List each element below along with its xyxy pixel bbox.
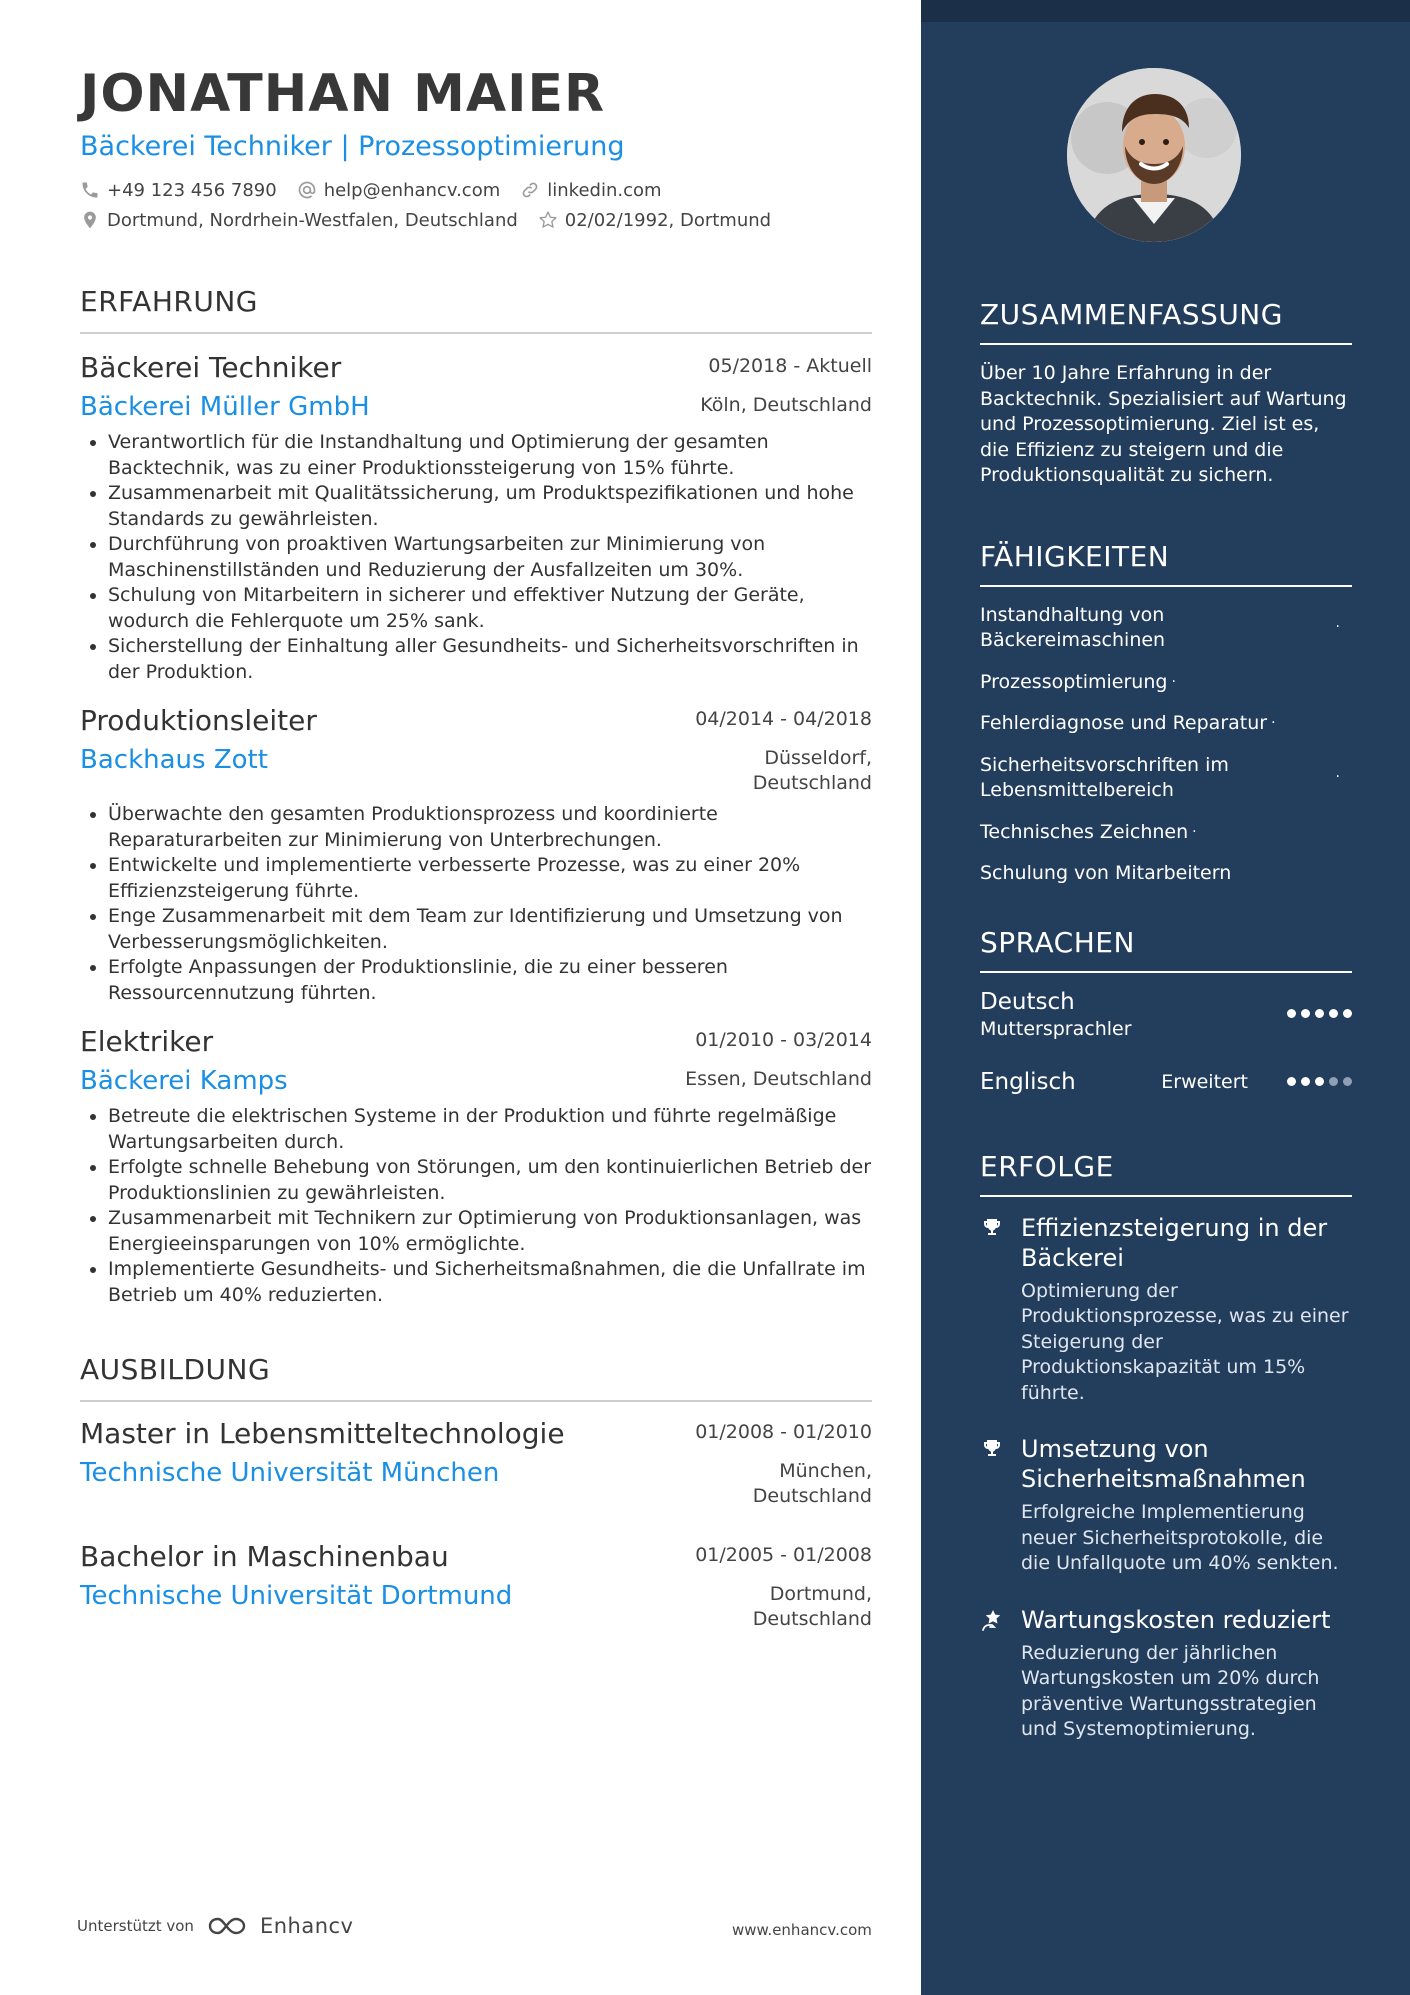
bullet: • Erfolgte Anpassungen der Produktionslinie, die zu einer besseren Ressourcennutzung führten.: [108, 955, 872, 1006]
powered-by-text: Unterstützt von: [77, 1917, 194, 1935]
skill-separator: ·: [1192, 823, 1197, 840]
job-location: Essen, Deutschland: [685, 1068, 872, 1090]
linkedin-text[interactable]: linkedin.com: [547, 179, 662, 201]
footer-branding: [77, 1914, 353, 1938]
job-date: 05/2018 - Aktuell: [708, 355, 872, 377]
skill-label: Technisches Zeichnen: [980, 820, 1189, 843]
degree-title: Bachelor in Maschinenbau: [80, 1540, 449, 1573]
location-pin-icon: [80, 210, 100, 230]
candidate-name: JONATHAN MAIER: [80, 64, 606, 124]
job-bullets: [80, 1104, 872, 1308]
languages-title: SPRACHEN: [980, 925, 1352, 973]
achievement-item: [980, 1213, 1352, 1407]
contact-linkedin[interactable]: [520, 180, 661, 201]
school-name: Technische Universität München: [80, 1458, 500, 1488]
language-name: Englisch: [980, 1068, 1076, 1095]
company-name: Backhaus Zott: [80, 745, 268, 775]
experience-entry: [80, 350, 872, 685]
job-title: Produktionsleiter: [80, 704, 317, 737]
bullet: • Enge Zusammenarbeit mit dem Team zur Identifizierung und Umsetzung von Verbesserungsmöglichkeiten.: [108, 904, 872, 955]
rating-dot-filled: [1315, 1077, 1324, 1086]
skills-list: [980, 603, 1352, 887]
skill-separator: ·: [1271, 715, 1276, 731]
school-location: [753, 1459, 872, 1509]
school-location-line: München,: [779, 1460, 872, 1482]
summary-section: [980, 297, 1352, 489]
company-name: Bäckerei Müller GmbH: [80, 392, 370, 422]
summary-text: Über 10 Jahre Erfahrung in der Backtechnik. Spezialisiert auf Wartung und Prozessoptimierung. Ziel ist es, die Effizienz zu steigern und die Produktionsqualität zu sichern.: [980, 362, 1347, 486]
bullet: • Entwickelte und implementierte verbesserte Prozesse, was zu einer 20% Effizienzsteigerung führte.: [108, 853, 872, 904]
achievements-section: [980, 1149, 1352, 1743]
job-location: Köln, Deutschland: [700, 394, 872, 416]
rating-dot-filled: [1301, 1077, 1310, 1086]
trophy-icon: [980, 1216, 1004, 1240]
skill-separator: ·: [1171, 673, 1176, 690]
achievement-title: Wartungskosten reduziert: [1021, 1605, 1331, 1634]
languages-section: [980, 925, 1352, 1097]
rating-dot-filled: [1301, 1009, 1310, 1018]
contact-row-2: [80, 208, 872, 232]
contact-row-1: [80, 178, 872, 202]
skill-label: Prozessoptimierung: [980, 670, 1168, 693]
brand-name: Enhancv: [259, 1914, 354, 1938]
skills-title: FÄHIGKEITEN: [980, 539, 1352, 587]
skill-item: [980, 861, 1352, 887]
job-title: Elektriker: [80, 1025, 214, 1058]
star-icon: [538, 210, 558, 230]
phone-icon: [80, 180, 100, 200]
enhancv-logo[interactable]: [206, 1914, 354, 1938]
skill-separator: ·: [1335, 619, 1340, 636]
rating-dot-empty: [1329, 1077, 1338, 1086]
achievement-title: Effizienzsteigerung in der Bäckerei: [1021, 1213, 1328, 1272]
job-location-line: Düsseldorf,: [764, 747, 872, 769]
contact-phone: [80, 180, 277, 201]
sidebar: [921, 0, 1410, 1995]
skill-item: [980, 670, 1352, 696]
email-text[interactable]: help@enhancv.com: [323, 179, 501, 201]
bullet: • Implementierte Gesundheits- und Sicherheitsmaßnahmen, die die Unfallrate im Betrieb um 40% reduzierten.: [108, 1257, 872, 1308]
company-name: Bäckerei Kamps: [80, 1066, 288, 1096]
language-rating: [1282, 1009, 1352, 1018]
headline: Bäckerei Techniker | Prozessoptimierung: [80, 131, 625, 162]
skill-label: Sicherheitsvorschriften im Lebensmittelbereich: [980, 753, 1229, 801]
bullet: • Betreute die elektrischen Systeme in der Produktion und führte regelmäßige Wartungsarbeiten durch.: [108, 1104, 872, 1155]
education-entry: [80, 1539, 872, 1632]
language-name: Deutsch: [980, 988, 1075, 1015]
school-location-line: Dortmund,: [769, 1583, 872, 1605]
infinity-logo-icon: [206, 1914, 252, 1938]
school-location-line: Deutschland: [752, 1608, 872, 1630]
experience-entry: [80, 1024, 872, 1308]
bullet: • Schulung von Mitarbeitern in sicherer und effektiver Nutzung der Geräte, wodurch die Fehlerquote um 25% sank.: [108, 583, 872, 634]
rating-dot-filled: [1287, 1077, 1296, 1086]
skill-separator: ·: [1335, 769, 1340, 786]
location-text: Dortmund, Nordrhein-Westfalen, Deutschland: [107, 209, 518, 231]
education-section: [80, 1352, 872, 1632]
at-icon: [297, 180, 317, 200]
achievement-title: Umsetzung von Sicherheitsmaßnahmen: [1021, 1435, 1306, 1493]
education-date: 01/2005 - 01/2008: [695, 1544, 872, 1566]
degree-title: Master in Lebensmitteltechnologie: [80, 1417, 565, 1450]
skill-label: Fehlerdiagnose und Reparatur: [980, 712, 1268, 734]
bullet: • Sicherstellung der Einhaltung aller Gesundheits- und Sicherheitsvorschriften in der Produktion.: [108, 634, 872, 685]
footer-url[interactable]: www.enhancv.com: [732, 1921, 872, 1939]
job-bullets: [80, 430, 872, 685]
job-title: Bäckerei Techniker: [80, 351, 342, 384]
skill-label: Instandhaltung von Bäckereimaschinen: [980, 603, 1166, 651]
rating-dot-filled: [1287, 1009, 1296, 1018]
school-location-line: Deutschland: [752, 1485, 872, 1507]
skill-item: [980, 603, 1340, 654]
phone-text: +49 123 456 7890: [107, 179, 277, 201]
bullet: • Erfolgte schnelle Behebung von Störungen, um den kontinuierlichen Betrieb der Produktionslinien zu gewährleisten.: [108, 1155, 872, 1206]
bullet: • Durchführung von proaktiven Wartungsarbeiten zur Minimierung von Maschinenstillständen und Reduzierung der Ausfallzeiten um 30%.: [108, 532, 872, 583]
avatar-illustration: [1067, 68, 1241, 242]
job-date: 01/2010 - 03/2014: [695, 1029, 872, 1051]
achievement-desc: Erfolgreiche Implementierung neuer Sicherheitsprotokolle, die die Unfallquote um 40% senkten.: [1021, 1501, 1339, 1574]
job-location-line: Deutschland: [752, 772, 872, 794]
bullet: • Überwachte den gesamten Produktionsprozess und koordinierte Reparaturarbeiten zur Minimierung von Unterbrechungen.: [108, 802, 872, 853]
achievements-title: ERFOLGE: [980, 1149, 1352, 1197]
skill-item: [980, 711, 1352, 737]
profile-photo: [1067, 68, 1241, 242]
rating-dot-empty: [1343, 1077, 1352, 1086]
education-date: 01/2008 - 01/2010: [695, 1421, 872, 1443]
achievement-desc: Optimierung der Produktionsprozesse, was zu einer Steigerung der Produktionskapazität um 15% führte.: [1021, 1279, 1349, 1404]
education-title: AUSBILDUNG: [80, 1352, 872, 1402]
rating-dot-filled: [1315, 1009, 1324, 1018]
achievement-item: [980, 1605, 1352, 1743]
job-bullets: [80, 802, 872, 1006]
experience-entry: [80, 703, 872, 1006]
bullet: • Zusammenarbeit mit Technikern zur Optimierung von Produktionsanlagen, was Energieeinsparungen von 10% ermöglichte.: [108, 1206, 872, 1257]
bullet: • Zusammenarbeit mit Qualitätssicherung, um Produktspezifikationen und hohe Standards zu gewährleisten.: [108, 481, 872, 532]
contact-location: [80, 210, 518, 231]
bullet: • Verantwortlich für die Instandhaltung und Optimierung der gesamten Backtechnik, was zu einer Produktionssteigerung von 15% führte.: [108, 430, 872, 481]
school-name: Technische Universität Dortmund: [80, 1581, 513, 1611]
birth-text: 02/02/1992, Dortmund: [564, 209, 772, 231]
language-level: Erweitert: [1161, 1070, 1248, 1093]
language-level: Muttersprachler: [980, 1017, 1132, 1040]
achievement-item: [980, 1434, 1352, 1577]
experience-section: [80, 284, 872, 1308]
language-item: [980, 987, 1352, 1041]
education-entry: [80, 1416, 872, 1509]
skill-label: Schulung von Mitarbeitern: [980, 862, 1232, 884]
language-item: [980, 1067, 1352, 1097]
language-rating: [1282, 1077, 1352, 1086]
job-location: [753, 746, 872, 796]
summary-title: ZUSAMMENFASSUNG: [980, 297, 1352, 345]
rating-dot-filled: [1343, 1009, 1352, 1018]
skill-item: [980, 820, 1352, 846]
job-date: 04/2014 - 04/2018: [695, 708, 872, 730]
school-location: [753, 1582, 872, 1632]
link-icon: [520, 180, 540, 200]
sidebar-top-bar: [921, 0, 1410, 22]
star-hand-icon: [980, 1608, 1004, 1632]
contact-email[interactable]: [297, 180, 501, 201]
skill-item: [980, 753, 1340, 804]
experience-title: ERFAHRUNG: [80, 284, 872, 334]
trophy-icon: [980, 1437, 1004, 1461]
skills-section: [980, 539, 1352, 887]
rating-dot-filled: [1329, 1009, 1338, 1018]
achievement-desc: Reduzierung der jährlichen Wartungskosten um 20% durch präventive Wartungsstrategien und Systemoptimierung.: [1021, 1641, 1320, 1740]
contact-birth: [538, 210, 771, 231]
